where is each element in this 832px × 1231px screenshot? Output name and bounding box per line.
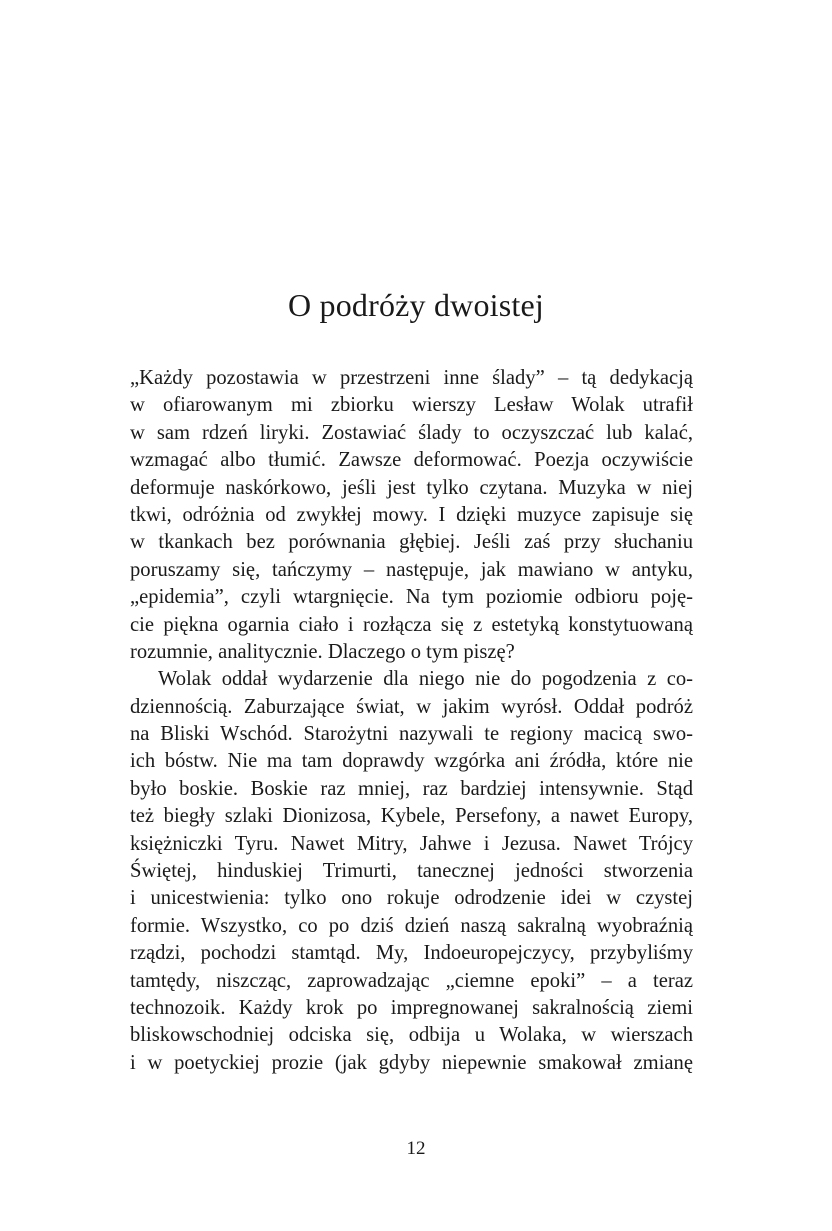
text-line: wzmagać albo tłumić. Zawsze deformować. Poezja oczywiście bbox=[130, 449, 693, 472]
text-line: „epidemia”, czyli wtargnięcie. Na tym poziomie odbioru poję- bbox=[130, 586, 693, 609]
text-line: ich bóstw. Nie ma tam doprawdy wzgórka ani źródła, które nie bbox=[130, 750, 693, 773]
text-line: formie. Wszystko, co po dziś dzień naszą sakralną wyobraźnią bbox=[130, 914, 693, 937]
text-line: technozoik. Każdy krok po impregnowanej sakralnością ziemi bbox=[130, 996, 693, 1019]
text-line: w sam rdzeń liryki. Zostawiać ślady to oczyszczać lub kalać, bbox=[130, 421, 693, 444]
text-line: było boskie. Boskie raz mniej, raz bardziej intensywnie. Stąd bbox=[130, 777, 693, 800]
text-line: Świętej, hinduskiej Trimurti, tanecznej jedności stworzenia bbox=[130, 860, 693, 883]
text-line: tamtędy, niszcząc, zaprowadzając „ciemne epoki” – a teraz bbox=[130, 969, 693, 992]
text-line: też biegły szlaki Dionizosa, Kybele, Persefony, a nawet Europy, bbox=[130, 805, 693, 828]
text-line: poruszamy się, tańczymy – następuje, jak mawiano w antyku, bbox=[130, 558, 693, 581]
body-text bbox=[130, 365, 693, 1105]
text-line: na Bliski Wschód. Starożytni nazywali te regiony macicą swo- bbox=[130, 723, 693, 746]
text-line: rozumnie, analitycznie. Dlaczego o tym piszę? bbox=[130, 640, 515, 663]
text-line: księżniczki Tyru. Nawet Mitry, Jahwe i Jezusa. Nawet Trójcy bbox=[130, 832, 693, 855]
text-line: Wolak oddał wydarzenie dla niego nie do pogodzenia z co- bbox=[158, 668, 693, 691]
text-line: i unicestwienia: tylko ono rokuje odrodzenie idei w czystej bbox=[130, 887, 693, 910]
text-line: rządzi, pochodzi stamtąd. My, Indoeuropejczycy, przybyliśmy bbox=[130, 942, 693, 965]
text-line: w tkankach bez porównania głębiej. Jeśli zaś przy słuchaniu bbox=[130, 531, 693, 554]
text-line: dziennością. Zaburzające świat, w jakim wyrósł. Oddał podróż bbox=[130, 695, 693, 718]
text-line: deformuje naskórkowo, jeśli jest tylko czytana. Muzyka w niej bbox=[130, 476, 693, 499]
text-line: bliskowschodniej odciska się, odbija u Wolaka, w wierszach bbox=[130, 1024, 693, 1047]
text-line bbox=[130, 1077, 693, 1104]
text-line: „Każdy pozostawia w przestrzeni inne ślady” – tą dedykacją bbox=[130, 367, 693, 389]
text-line: i w poetyckiej prozie (jak gdyby niepewnie smakował zmianę bbox=[130, 1051, 693, 1074]
chapter-title: O podróży dwoistej bbox=[287, 287, 544, 323]
page-number: 12 bbox=[406, 1138, 426, 1159]
text-line: w ofiarowanym mi zbiorku wierszy Lesław Wolak utrafił bbox=[130, 394, 693, 417]
text-line: cie piękna ogarnia ciało i rozłącza się z estetyką konstytuowaną bbox=[130, 613, 693, 636]
text-line: tkwi, odróżnia od zwykłej mowy. I dzięki muzyce zapisuje się bbox=[130, 503, 693, 526]
